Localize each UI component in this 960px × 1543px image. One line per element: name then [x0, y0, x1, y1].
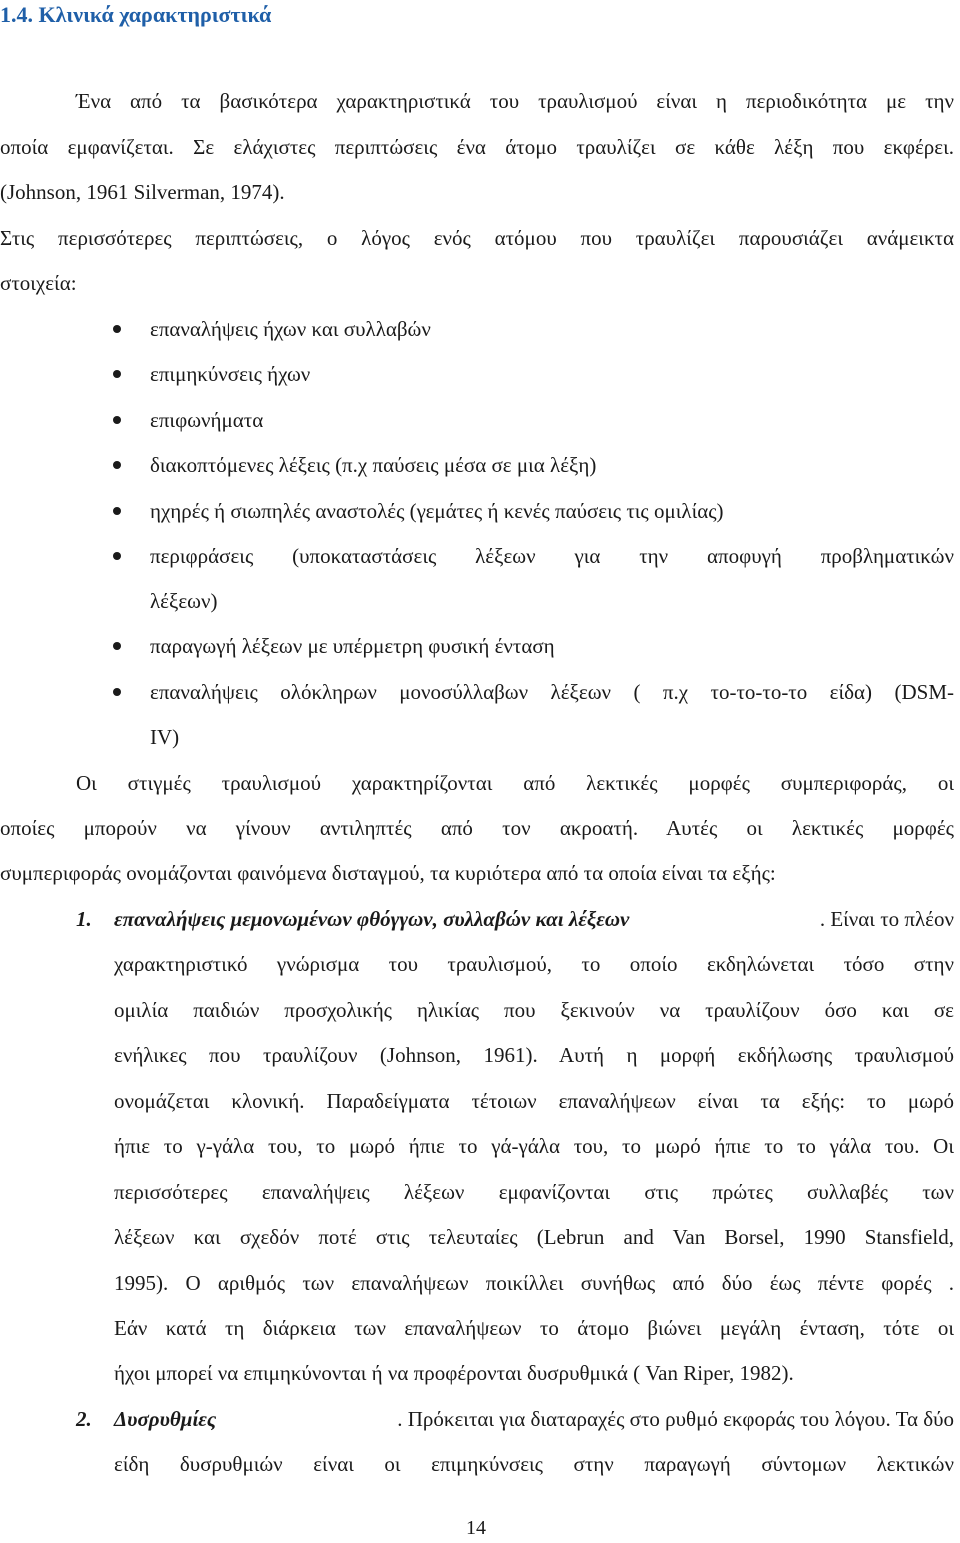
item-1-line: χαρακτηριστικό γνώρισμα του τραυλισμού, το οποίο εκδηλώνεται τόσο στην	[114, 952, 954, 976]
bullet-item-6: περιφράσεις (υποκαταστάσεις λέξεων για την αποφυγή προβληματικών	[150, 544, 954, 568]
bullet-item-8-cont: IV)	[150, 725, 180, 749]
item-1-line: λέξεων και σχεδόν ποτέ στις τελευταίες (Lebrun and Van Borsel, 1990 Stansfield,	[114, 1225, 954, 1249]
item-1-line: περισσότερες επαναλήψεις λέξεων εμφανίζονται στις πρώτες συλλαβές των	[114, 1180, 954, 1204]
section-heading: 1.4. Κλινικά χαρακτηριστικά	[0, 2, 272, 27]
bullet-item-1: επαναλήψεις ήχων και συλλαβών	[150, 317, 431, 341]
bullet-item-5: ηχηρές ή σιωπηλές αναστολές (γεμάτες ή κενές παύσεις τις ομιλίας)	[150, 499, 724, 523]
intro-line-2: οποία εμφανίζεται. Σε ελάχιστες περιπτώσεις ένα άτομο τραυλίζει σε κάθε λέξη που εκφέρει.	[0, 135, 954, 159]
item-1-title: επαναλήψεις μεμονωμένων φθόγγων, συλλαβών και λέξεων	[114, 907, 630, 931]
item-1-number: 1.	[76, 907, 92, 931]
bullet-dot	[113, 325, 121, 333]
bullet-item-7: παραγωγή λέξεων με υπέρμετρη φυσική ένταση	[150, 634, 555, 658]
intro-line-4: Στις περισσότερες περιπτώσεις, ο λόγος ενός ατόμου που τραυλίζει παρουσιάζει ανάμεικτα	[0, 226, 954, 250]
item-1-line: 1995). Ο αριθμός των επαναλήψεων ποικίλλει συνήθως από δύο έως πέντε φορές .	[114, 1271, 954, 1295]
para2-line-3: συμπεριφοράς ονομάζονται φαινόμενα δισταγμού, τα κυριότερα από τα οποία είναι τα εξής:	[0, 861, 776, 885]
item-1-line: ονομάζεται κλονική. Παραδείγματα τέτοιων επαναλήψεων είναι τα εξής: το μωρό	[114, 1089, 954, 1113]
bullet-item-3: επιφωνήματα	[150, 408, 264, 432]
item-1-title-rest: . Είναι το πλέον	[819, 907, 954, 931]
bullet-dot	[113, 688, 121, 696]
para2-line-1: Οι στιγμές τραυλισμού χαρακτηρίζονται από λεκτικές μορφές συμπεριφοράς, οι	[76, 771, 954, 795]
bullet-item-6-cont: λέξεων)	[150, 589, 218, 613]
item-1-line: Εάν κατά τη διάρκεια των επαναλήψεων το άτομο βιώνει μεγάλη ένταση, τότε οι	[114, 1316, 954, 1340]
bullet-dot	[113, 552, 121, 560]
item-1-line: ενήλικες που τραυλίζουν (Johnson, 1961). Αυτή η μορφή εκδήλωσης τραυλισμού	[114, 1043, 954, 1067]
item-1-line: ήχοι μπορεί να επιμηκύνονται ή να προφέρονται δυσρυθμικά ( Van Riper, 1982).	[114, 1361, 794, 1385]
item-2-title-rest: . Πρόκειται για διαταραχές στο ρυθμό εκφοράς του λόγου. Τα δύο	[397, 1407, 954, 1431]
item-1-first-line	[114, 907, 954, 931]
item-2-first-line	[114, 1407, 954, 1431]
item-2-title: Δυσρυθμίες	[114, 1407, 217, 1431]
item-1-line: ομιλία παιδιών προσχολικής ηλικίας που ξεκινούν να τραυλίζουν όσο και σε	[114, 998, 954, 1022]
para2-line-2: οποίες μπορούν να γίνουν αντιληπτές από τον ακροατή. Αυτές οι λεκτικές μορφές	[0, 816, 954, 840]
bullet-dot	[113, 642, 121, 650]
intro-line-3: (Johnson, 1961 Silverman, 1974).	[0, 180, 285, 204]
intro-line-5: στοιχεία:	[0, 271, 77, 295]
bullet-item-4: διακοπτόμενες λέξεις (π.χ παύσεις μέσα σε μια λέξη)	[150, 453, 597, 477]
item-2-number: 2.	[76, 1407, 92, 1431]
bullet-dot	[113, 416, 121, 424]
bullet-dot	[113, 461, 121, 469]
bullet-dot	[113, 507, 121, 515]
intro-line-1: Ένα από τα βασικότερα χαρακτηριστικά του τραυλισμού είναι η περιοδικότητα με την	[76, 89, 954, 113]
bullet-item-8: επαναλήψεις ολόκληρων μονοσύλλαβων λέξεων ( π.χ το-το-το-το είδα) (DSM-	[150, 680, 954, 704]
bullet-item-2: επιμηκύνσεις ήχων	[150, 362, 311, 386]
page-number: 14	[466, 1517, 486, 1539]
bullet-dot	[113, 370, 121, 378]
item-2-line: είδη δυσρυθμιών είναι οι επιμηκύνσεις στην παραγωγή σύντομων λεκτικών	[114, 1452, 954, 1476]
item-1-line: ήπιε το γ-γάλα του, το μωρό ήπιε το γά-γάλα του, το μωρό ήπιε το το γάλα του. Οι	[114, 1134, 954, 1158]
